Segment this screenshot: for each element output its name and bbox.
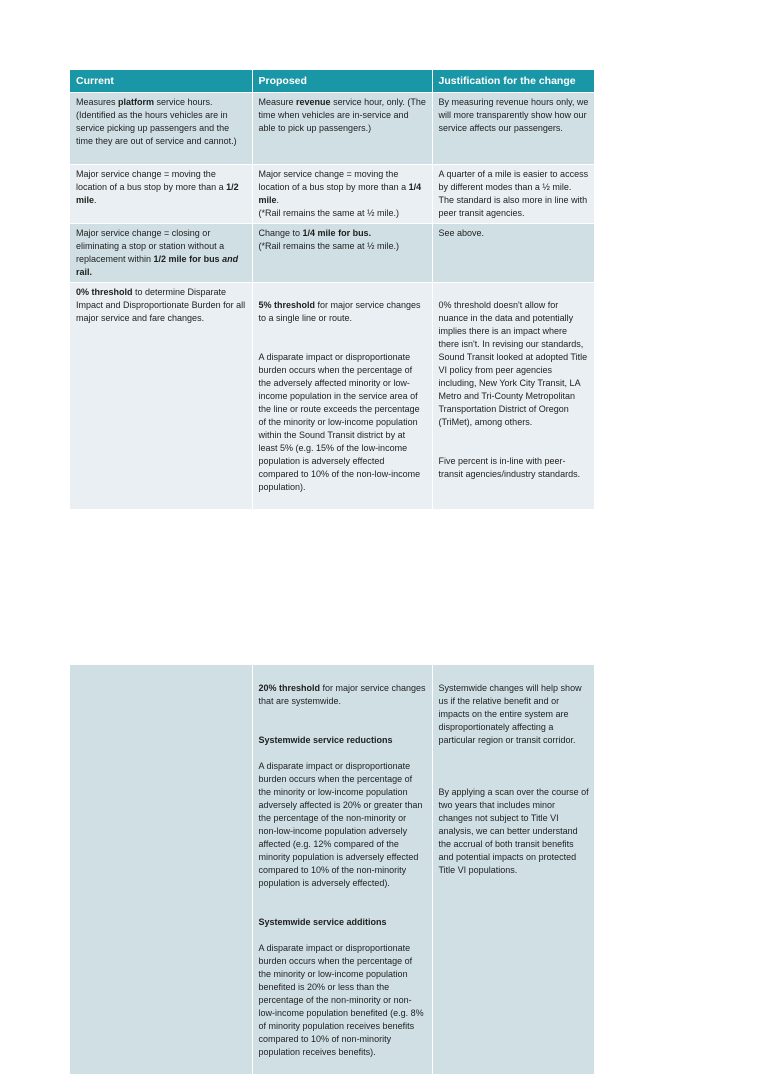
cell-justification: 0% threshold doesn't allow for nuance in the data and potentially implies there is an impact where there isn't. In revising our standards, Sound Transit looked at adopted Title VI policy from peer agencies including, New York City Transit, LA Metro and Tri-County Metropolitan Transportation District of Oregon (TriMet), among others. Five percent is in-line with peer-transit agencies/industry standards. [432, 283, 594, 510]
table-header-row [70, 70, 594, 93]
cell-proposed: 5% threshold for major service changes to a single line or route. A disparate impact or disproportionate burden occurs when the percentage of the adversely affected minority or low-income population in the service area of the line or route exceeds the percentage of the minority or low-income population within the Sound Transit district by at least 5% (e.g. 15% of the low-income population is adversely effected compared to 10% of the non-low-income population). [252, 283, 432, 510]
cell-proposed: Measure revenue service hour, only. (The time when vehicles are in-service and able to pick up passengers.) [252, 93, 432, 165]
cell-proposed: 20% threshold for major service changes that are systemwide. Systemwide service reductions A disparate impact or disproportionate burden occurs when the percentage of the minority or low-income population adversely affected is 20% or greater than the percentage of the non-minority or non-low-income population adversely affected (e.g. 12% compared of the minority population is adversely effected compared to 10% of the non-minority population is adversely effected). Systemwide service additions A disparate impact or disproportionate burden occurs when the percentage of the minority or low-income population benefited is 20% or less than the percentage of the non-minority or non-low-income population benefited (e.g. 8% of minority population receives benefits compared to 10% of non-minority population receives benefits). [252, 665, 432, 1074]
cell-current [70, 665, 252, 1074]
cell-justification: Systemwide changes will help show us if the relative benefit and or impacts on the entire system are disproportionately affecting a particular region or transit corridor. By applying a scan over the course of two years that includes minor changes not subject to Title VI analysis, we can better understand the accrual of both transit benefits and potential impacts on protected Title VI populations. [432, 665, 594, 1074]
cell-current: 0% threshold to determine Disparate Impact and Disproportionate Burden for all major service and fare changes. [70, 283, 252, 510]
table-row [70, 165, 594, 224]
cell-proposed: Change to 1/4 mile for bus. (*Rail remains the same at ½ mile.) [252, 224, 432, 283]
cell-proposed: Major service change = moving the location of a bus stop by more than a 1/4 mile. (*Rail remains the same at ½ mile.) [252, 165, 432, 224]
cell-justification: By measuring revenue hours only, we will more transparently show how our service affects our passengers. [432, 93, 594, 165]
header-proposed: Proposed [252, 70, 432, 93]
cell-current: Measures platform service hours. (Identified as the hours vehicles are in service picking up passengers and the time they are out of service and cannot.) [70, 93, 252, 165]
policy-comparison-table [70, 70, 594, 509]
cell-justification: A quarter of a mile is easier to access by different modes than a ½ mile. The standard is also more in line with peer transit agencies. [432, 165, 594, 224]
policy-comparison-table-continued [70, 664, 594, 1074]
table-row [70, 93, 594, 165]
header-justification: Justification for the change [432, 70, 594, 93]
table-row [70, 665, 594, 1074]
table-row [70, 283, 594, 510]
table-row [70, 224, 594, 283]
cell-current: Major service change = moving the location of a bus stop by more than a 1/2 mile. [70, 165, 252, 224]
cell-current: Major service change = closing or eliminating a stop or station without a replacement within 1/2 mile for bus and rail. [70, 224, 252, 283]
cell-justification: See above. [432, 224, 594, 283]
header-current: Current [70, 70, 252, 93]
